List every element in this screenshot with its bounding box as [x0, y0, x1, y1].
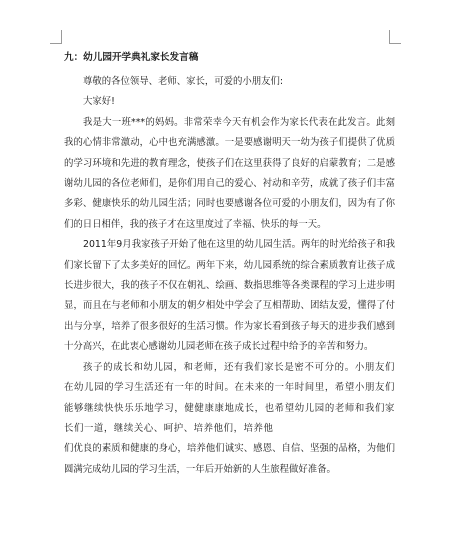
salutation: 尊敬的各位领导、老师、家长，可爱的小朋友们:	[83, 76, 284, 87]
paragraph-memories: 2011年9月我家孩子开始了他在这里的幼儿园生活。两年的时光给孩子和我们家长留下了太多美好的回忆。两年下来，幼儿园系统的综合素质教育让孩子成长进步很大，我的孩子不仅在朝礼、绘画、数指思维等各类课程的学习上进步明显，而且在与老师和小朋友的朝夕相处中学会了互相帮助、团结友爱，懂得了付出与分享，培养了很多很好的生活习惯。作为家长看到孩子每天的进步我们感到十分高兴，在此衷心感谢幼儿园老师在孩子成长过程中给予的辛苦和努力。	[64, 239, 395, 353]
document-body	[64, 50, 395, 480]
crop-mark-top-left	[50, 30, 62, 44]
paragraph-future: 孩子的成长和幼儿园，和老师，还有我们家长是密不可分的。小朋友们在幼儿园的学习生活还有一年的时间。在未来的一年时间里，希望小朋友们能够继续快快乐乐地学习，健健康康地成长，也希望幼儿园的老师和我们家长们一道，继续关心、呵护、培养他们，培养他	[64, 361, 395, 434]
crop-mark-top-right	[389, 30, 401, 44]
greeting: 大家好!	[83, 96, 115, 108]
paragraph-closing: 们优良的素质和健康的身心，培养他们诚实、感恩、自信、坚强的品格，为他们圆满完成幼儿园的学习生活，一年后开始新的人生旅程做好准备。	[64, 443, 395, 475]
document-title: 九：幼儿园开学典礼家长发言稿	[64, 52, 199, 63]
paragraph-intro: 我是大一班***的妈妈。非常荣幸今天有机会作为家长代表在此发言。此刻我的心情非常激动，心中也充满感激。一是要感谢明天一幼为孩子们提供了优质的学习环境和先进的教育理念，使孩子们在这里获得了良好的启蒙教育；二是感谢幼儿园的各位老师们，是你们用自己的爱心、衬动和辛劳，成就了孩子们丰富多彩、健康快乐的幼儿园生活；同时也要感谢各位可爱的小朋友们，因为有了你们的日日相伴，我的孩子才在这里度过了幸福、快乐的每一天。	[64, 116, 395, 230]
